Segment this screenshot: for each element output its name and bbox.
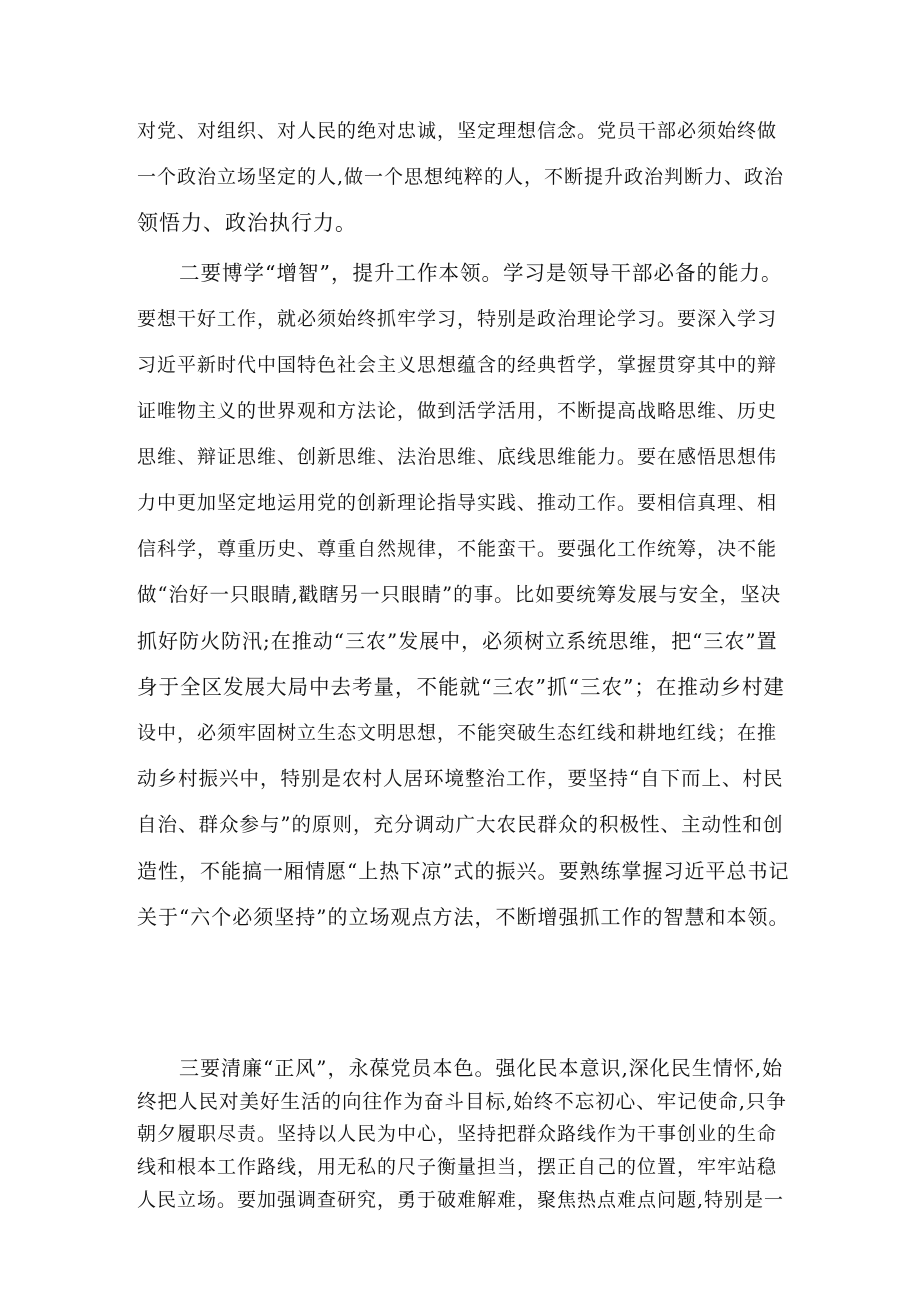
text-line: 一个政治立场坚定的人,做一个思想纯粹的人，不断提升政治判断力、政治 (137, 166, 785, 188)
text-line: 习近平新时代中国特色社会主义思想蕴含的经典哲学，掌握贯穿其中的辩 (137, 354, 778, 376)
paragraph-two (137, 250, 791, 940)
text-line: 设中，必须牢固树立生态文明思想，不能突破生态红线和耕地红线；在推 (137, 722, 778, 744)
text-line: 对党、对组织、对人民的绝对忠诚，坚定理想信念。党员干部必须始终做 (137, 120, 778, 142)
text-line: 做“治好一只眼睛,戳瞎另一只眼睛”的事。比如要统筹发展与安全，坚决 (137, 583, 782, 606)
text-line: 线和根本工作路线，用无私的尺子衡量担当，摆正自己的位置，牢牢站稳 (137, 1156, 778, 1178)
text-line: 思维、辩证思维、创新思维、法治思维、底线思维能力。要在感悟思想伟 (137, 446, 778, 468)
text-line: 证唯物主义的世界观和方法论，做到活学活用，不断提高战略思维、历史 (137, 400, 778, 422)
text-line: 关于“六个必须坚持”的立场观点方法，不断增强抓工作的智慧和本领。 (137, 905, 790, 929)
text-line: 身于全区发展大局中去考量，不能就“三农”抓“三农”；在推动乡村建 (137, 675, 785, 699)
text-line: 人民立场。要加强调查研究，勇于破难解难，聚焦热点难点问题,特别是一 (137, 1189, 785, 1211)
text-line: 信科学，尊重历史、尊重自然规律，不能蛮干。要强化工作统筹，决不能 (137, 538, 778, 560)
text-line: 要想干好工作，就必须始终抓牢学习，特别是政治理论学习。要深入学习 (137, 308, 778, 330)
text-line: 力中更加坚定地运用党的创新理论指导实践、推动工作。要相信真理、相 (137, 492, 778, 514)
text-line: 三要清廉“正风”，永葆党员本色。强化民本意识,深化民生情怀,始 (179, 1056, 784, 1080)
text-line: 造性，不能搞一厢情愿“上热下凉”式的振兴。要熟练掌握习近平总书记 (137, 859, 790, 883)
text-line: 抓好防火防汛;在推动“三农”发展中，必须树立系统思维，把“三农”置 (137, 629, 778, 653)
text-line: 动乡村振兴中，特别是农村人居环境整治工作，要坚持“自下而上、村民 (137, 767, 784, 790)
text-line: 二要博学“增智”，提升工作本领。学习是领导干部必备的能力。 (179, 261, 783, 285)
text-line: 朝夕履职尽责。坚持以人民为中心，坚持把群众路线作为干事创业的生命 (137, 1123, 778, 1145)
text-line: 终把人民对美好生活的向往作为奋斗目标,始终不忘初心、牢记使命,只争 (137, 1090, 787, 1113)
text-line: 自治、群众参与”的原则，充分调动广大农民群众的积极性、主动性和创 (137, 813, 784, 836)
paragraph-top-fragment (137, 108, 791, 246)
paragraph-three (137, 1052, 791, 1217)
text-line: 领悟力、政治执行力。 (137, 211, 357, 235)
